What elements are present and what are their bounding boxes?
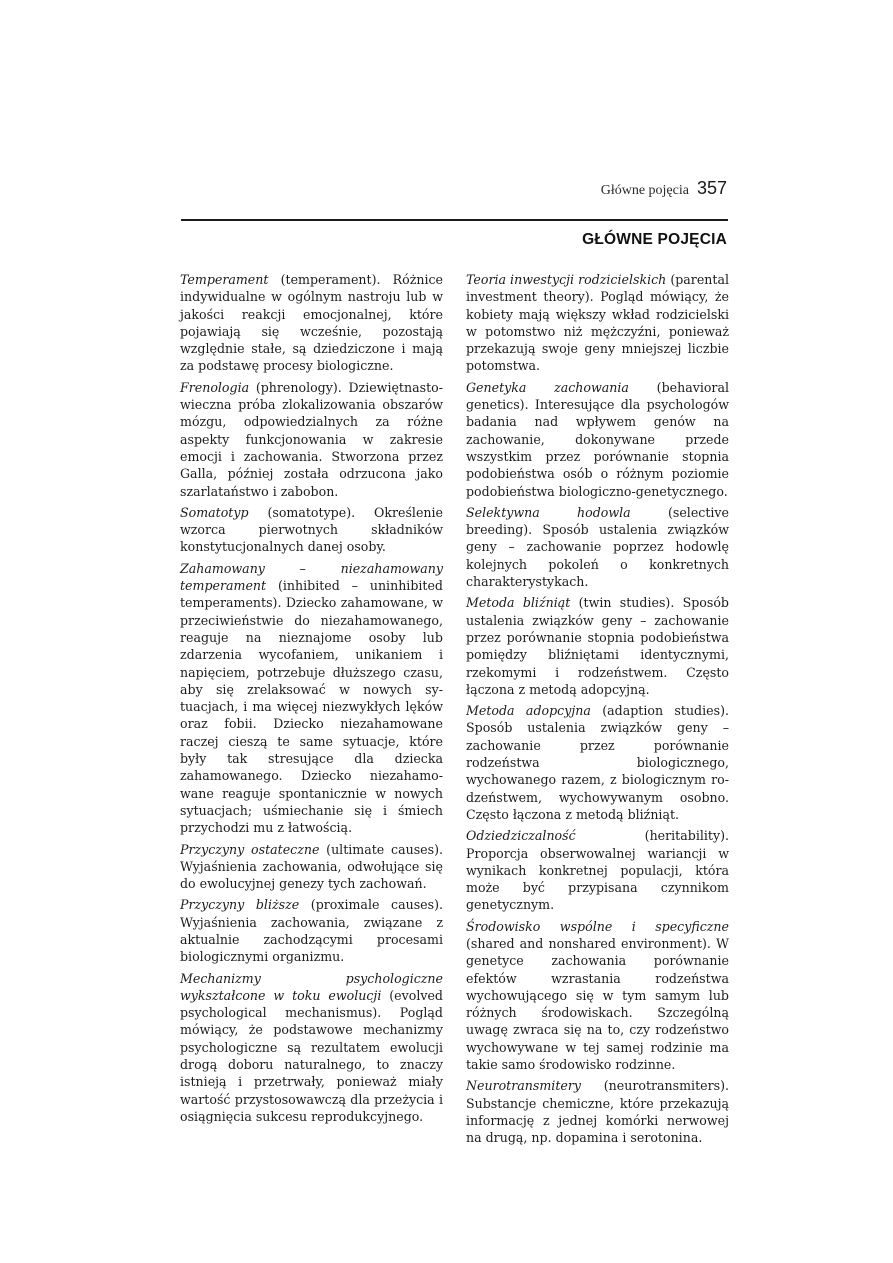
glossary-definition: (temperament). Różnice indywidualne w ogólnym nastroju lub w jakości reakcji emocjonalnej, które pojawiają się wcześnie, pozostają względnie stałe, są dziedziczone i mają za podstawę procesy biologiczne.: [180, 272, 443, 374]
glossary-entry-somatotyp: [180, 504, 443, 556]
glossary-entry-srodowisko: [466, 918, 729, 1074]
glossary-term: Temperament: [180, 272, 269, 287]
glossary-term: Zahamowany – niezahamowany temperament: [180, 560, 443, 594]
glossary-entry-przyczyny-blizsze: [180, 896, 443, 965]
left-column: [180, 271, 443, 1129]
glossary-definition: (somatotype). Określenie wzorca pierwotnych składników konstytucjonalnych danej osoby.: [180, 504, 443, 555]
header-rule: [181, 219, 728, 221]
glossary-term: Mechanizmy psychologiczne wykształcone w toku ewolucji: [180, 970, 443, 1003]
glossary-definition: (evolved psychological mechanismus). Pogląd mówiący, że podstawowe mechanizmy psychologiczne są rezultatem ewolucji drogą doboru naturalnego, to znaczy istnieją i przetrwały, ponieważ miały wartość przystosowawczą dla przeżycia i osiągnięcia sukcesu reprodukcyjnego.: [180, 987, 443, 1124]
right-column: [466, 271, 729, 1151]
section-title: GŁÓWNE POJĘCIA: [582, 231, 727, 248]
glossary-definition: (heritability). Proporcja obserwowalnej wariancji w wynikach konkretnej populacji, która może być przypisana czynnikom genetycznym.: [466, 828, 729, 913]
glossary-entry-teoria-inwestycji: [466, 271, 729, 375]
glossary-definition: (behavioral genetics). Interesujące dla psychologów badania nad wpływem genów na zachowanie, dokonywane przede wszystkim przez porównanie stopnia podobieństwa osób o różnym poziomie podobieństwa biologiczno-genetycznego.: [466, 379, 729, 499]
glossary-term: Metoda bliźniąt: [466, 595, 571, 611]
glossary-term: Genetyka zachowania: [466, 379, 629, 395]
glossary-definition: (phrenology). Dziewiętnastowieczna próba zlokalizowania obszarów mózgu, odpowiedzialnych za różne aspekty funkcjonowania w zakresie emocji i zachowania. Stworzona przez Galla, później została odrzucona jako szarlataństwo i zabobon.: [180, 379, 443, 499]
glossary-term: Środowisko wspólne i specyficzne: [466, 918, 729, 934]
glossary-term: Selektywna hodowla: [466, 504, 631, 520]
glossary-term: Przyczyny bliższe: [180, 897, 300, 913]
glossary-entry-odziedziczalnosc: [466, 827, 729, 913]
glossary-term: Metoda adopcyjna: [466, 703, 591, 719]
glossary-entry-metoda-adopcyjna: [466, 702, 729, 823]
glossary-entry-neurotransmitery: [466, 1077, 729, 1146]
glossary-entry-mechanizmy-psychologiczne: [180, 970, 443, 1126]
page-number: 357: [696, 178, 727, 198]
glossary-definition: (inhibited – uninhibited temperaments). Dziecko zahamowane, w przeciwieństwie do niezahamowanego, reaguje na nieznajome osoby lub zdarzenia wycofaniem, unikaniem i napięciem, potrzebuje dłuższego czasu, aby się zrelaksować w nowych sytuacjach, i ma więcej niezwykłych lęków oraz fobii. Dziecko niezahamowane raczej cieszą te same sytuacje, które były tak stresujące dla dziecka zahamowanego. Dziecko niezahamowane reaguje spontanicznie w nowych sytuacjach; uśmiechanie się i śmiech przychodzi mu z łatwością.: [180, 578, 443, 836]
glossary-definition: (neurotransmiters). Substancje chemiczne, które przekazują informację z jednej komórki nerwowej na drugą, np. dopamina i serotonina.: [466, 1078, 729, 1146]
glossary-entry-temperament: [180, 271, 443, 375]
glossary-definition: (shared and nonshared environment). W genetyce zachowania porównanie efektów wzrastania rodzeństwa wychowującego się w tym samym lub różnych środowiskach. Szczególną uwagę zwraca się na to, czy rodzeństwo wychowywane w tej samej rodzinie ma takie samo środowisko rodzinne.: [466, 935, 729, 1073]
glossary-term: Frenologia: [180, 379, 250, 395]
glossary-entry-frenologia: [180, 379, 443, 500]
glossary-term: Przyczyny ostateczne: [180, 841, 320, 857]
glossary-term: Neurotransmitery: [466, 1078, 581, 1094]
glossary-entry-genetyka-zachowania: [466, 379, 729, 500]
glossary-term: Teoria inwestycji rodzicielskich: [466, 272, 667, 287]
running-header: [601, 178, 727, 199]
glossary-definition: (adaption studies). Sposób ustalenia związków geny – zachowanie przez porównanie rodzeństwa biologicznego, wychowanego razem, z biologicznym rodzeństwem, wychowywanym osobno. Często łączona z metodą bliźniąt.: [466, 703, 729, 822]
glossary-entry-metoda-blizniat: [466, 594, 729, 698]
glossary-term: Odziedziczalność: [466, 828, 576, 844]
glossary-entry-zahamowany-temperament: [180, 560, 443, 837]
glossary-definition: (twin studies). Sposób ustalenia związków geny – zachowanie przez porównanie stopnia podobieństwa pomiędzy bliźniętami identycznymi, rzekomymi i rodzeństwem. Często łączona z metodą adopcyjną.: [466, 595, 729, 697]
glossary-entry-selektywna-hodowla: [466, 504, 729, 590]
glossary-term: Somatotyp: [180, 504, 249, 520]
glossary-definition: (parental investment theory). Pogląd mówiący, że kobiety mają większy wkład rodzicielski w potomstwo niż mężczyźni, ponieważ przekazują swoje geny mniejszej liczbie potomstwa.: [466, 272, 729, 374]
glossary-definition: (proximale causes). Wyjaśnienia zachowania, związane z aktualnie zachodzącymi procesami biologicznymi organizmu.: [180, 897, 443, 965]
running-title: Główne pojęcia: [600, 183, 689, 198]
glossary-definition: (selective breeding). Sposób ustalenia związków geny – zachowanie poprzez hodowlę kolejnych pokoleń o konkretnych charakterystykach.: [466, 504, 729, 590]
glossary-entry-przyczyny-ostateczne: [180, 841, 443, 893]
glossary-definition: (ultimate causes). Wyjaśnienia zachowania, odwołujące się do ewolucyjnej genezy tych zachowań.: [180, 841, 443, 892]
